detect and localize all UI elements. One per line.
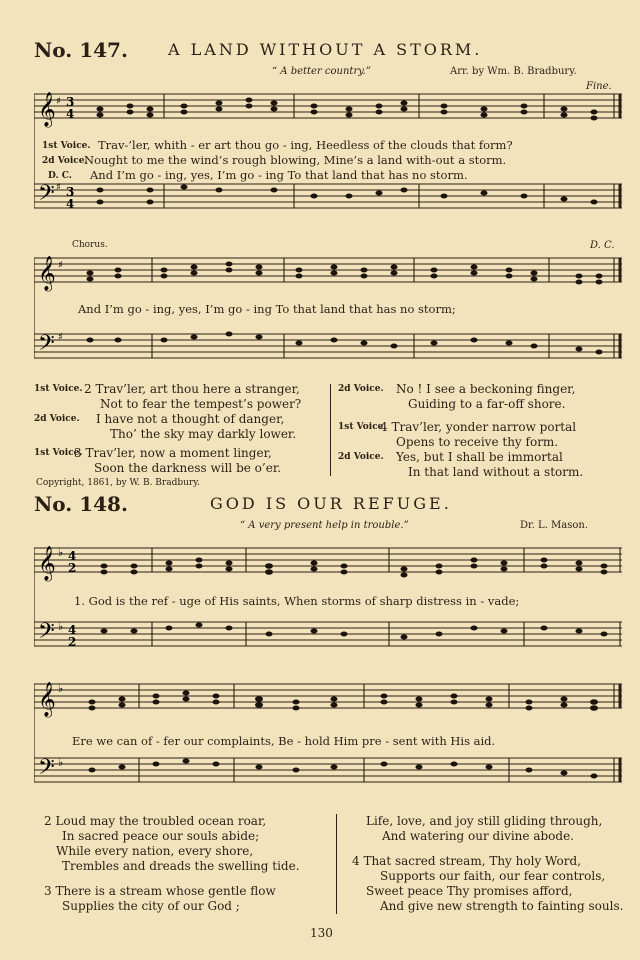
dc-label: D. C. xyxy=(590,240,615,251)
lyric-line: Nought to me the wind’s rough blowing, Mine’s a land with-out a storm. xyxy=(84,153,507,167)
time-sig-bottom: 4 xyxy=(66,197,75,211)
voice-label: 2d Voice. xyxy=(338,452,384,462)
time-sig-bottom: 4 xyxy=(66,107,75,121)
voice-label: 1st Voice. xyxy=(338,422,387,432)
time-sig-top: 3 xyxy=(66,185,75,199)
bass-notes xyxy=(101,623,608,640)
sharp-icon: ♯ xyxy=(56,182,61,193)
stanza-line: 3 Trav’ler, now a moment linger, xyxy=(74,446,272,460)
lyric-line: Trav-’ler, whith - er art thou go - ing, Heedless of the clouds that form? xyxy=(98,138,513,152)
stanza-divider xyxy=(336,814,337,914)
stanza-line: In sacred peace our souls abide; xyxy=(62,829,260,843)
stanza-line: Supplies the city of our God ; xyxy=(62,899,240,913)
chorus-lyric: And I’m go - ing, yes, I’m go - ing To that land that has no storm; xyxy=(78,302,456,316)
sharp-icon: ♯ xyxy=(56,96,61,107)
stanza-line: While every nation, every shore, xyxy=(56,844,254,858)
chorus-label: Chorus. xyxy=(72,240,108,250)
hymn-147-number: No. 147. xyxy=(34,38,128,62)
stanza-line: Sweet peace Thy promises afford, xyxy=(366,884,573,898)
stanza-line: Tho’ the sky may darkly lower. xyxy=(110,427,297,441)
time-sig-top: 4 xyxy=(68,623,77,637)
voice-label: 1st Voice. xyxy=(42,141,91,151)
flat-icon: ♭ xyxy=(58,546,64,559)
flat-icon: ♭ xyxy=(58,620,64,633)
stanza-line: Yes, but I shall be immortal xyxy=(396,450,563,464)
bass-staff xyxy=(34,758,622,782)
stanza-line: 4 That sacred stream, Thy holy Word, xyxy=(352,854,582,868)
chorus-treble-notes xyxy=(87,262,603,285)
hymn-147-subtitle: “ A better country.” xyxy=(272,66,371,77)
stanza-line: 3 There is a stream whose gentle flow xyxy=(44,884,276,898)
stanza-line: Not to fear the tempest’s power? xyxy=(100,397,302,411)
stanza-line: And give new strength to fainting souls. xyxy=(380,899,624,913)
lyric-line: 1. God is the ref - uge of His saints, When storms of sharp distress in - vade; xyxy=(74,594,520,608)
bass-clef-icon: 𝄢 xyxy=(38,181,55,211)
voice-label: D. C. xyxy=(48,171,72,181)
treble-notes xyxy=(97,98,598,121)
treble-notes xyxy=(101,558,608,578)
hymn-148-composer: Dr. L. Mason. xyxy=(520,520,589,531)
stanza-line: No ! I see a beckoning finger, xyxy=(396,382,576,396)
treble-staff xyxy=(34,548,622,572)
bass-clef-icon: 𝄢 xyxy=(38,619,55,649)
voice-label: 1st Voice. xyxy=(34,384,83,394)
flat-icon: ♭ xyxy=(58,682,64,695)
bass-staff xyxy=(34,622,622,646)
stanza-line: Soon the darkness will be o’er. xyxy=(94,461,282,475)
voice-label: 2d Voice. xyxy=(42,156,88,166)
sharp-icon: ♯ xyxy=(58,260,63,271)
stanza-line: In that land without a storm. xyxy=(408,465,584,479)
hymn-148-number: No. 148. xyxy=(34,492,128,516)
treble-clef-icon: 𝄞 xyxy=(38,546,56,581)
voice-label: 2d Voice. xyxy=(338,384,384,394)
time-sig-bottom: 2 xyxy=(68,635,77,649)
lyric-line: And I’m go - ing, yes, I’m go - ing To that land that has no storm. xyxy=(90,168,468,182)
hymn-147-title: A LAND WITHOUT A STORM. xyxy=(168,40,483,59)
stanza-line: 2 Trav’ler, art thou here a stranger, xyxy=(84,382,300,396)
stanza-line: Supports our faith, our fear controls, xyxy=(380,869,606,883)
stanza-line: 2 Loud may the troubled ocean roar, xyxy=(44,814,267,828)
voice-label: 2d Voice. xyxy=(34,414,80,424)
stanza-line: Guiding to a far-off shore. xyxy=(408,397,566,411)
page-number: 130 xyxy=(310,926,333,940)
bass-notes xyxy=(89,759,598,779)
stanza-line: Life, love, and joy still gliding through, xyxy=(366,814,603,828)
time-sig-top: 3 xyxy=(66,95,75,109)
sharp-icon: ♯ xyxy=(58,332,63,343)
time-sig-bottom: 2 xyxy=(68,561,77,575)
fine-mark: Fine. xyxy=(586,81,612,92)
hymn-148-subtitle: “ A very present help in trouble.” xyxy=(240,520,409,531)
hymn-148-title: GOD IS OUR REFUGE. xyxy=(210,494,452,513)
treble-staff xyxy=(34,94,622,118)
treble-clef-icon: 𝄞 xyxy=(38,256,56,291)
stanza-line: 4 Trav’ler, yonder narrow portal xyxy=(380,420,577,434)
stanza-line: And watering our divine abode. xyxy=(382,829,574,843)
stanza-line: Trembles and dreads the swelling tide. xyxy=(62,859,300,873)
stanza-line: I have not a thought of danger, xyxy=(96,412,285,426)
hymn-147-arranger: Arr. by Wm. B. Bradbury. xyxy=(450,66,577,77)
bass-notes xyxy=(97,185,598,205)
flat-icon: ♭ xyxy=(58,756,64,769)
bass-clef-icon: 𝄢 xyxy=(38,755,55,785)
bass-staff xyxy=(34,184,622,208)
chorus-bass-notes xyxy=(87,332,603,355)
bass-clef-icon: 𝄢 xyxy=(38,331,55,361)
stanza-line: Opens to receive thy form. xyxy=(396,435,559,449)
treble-clef-icon: 𝄞 xyxy=(38,682,56,717)
stanza-divider xyxy=(330,384,331,476)
copyright: Copyright, 1861, by W. B. Bradbury. xyxy=(36,478,200,488)
lyric-line: Ere we can of - fer our complaints, Be - hold Him pre - sent with His aid. xyxy=(72,734,496,748)
treble-clef-icon: 𝄞 xyxy=(38,92,56,127)
voice-label: 1st Voice. xyxy=(34,448,83,458)
time-sig-top: 4 xyxy=(68,549,77,563)
